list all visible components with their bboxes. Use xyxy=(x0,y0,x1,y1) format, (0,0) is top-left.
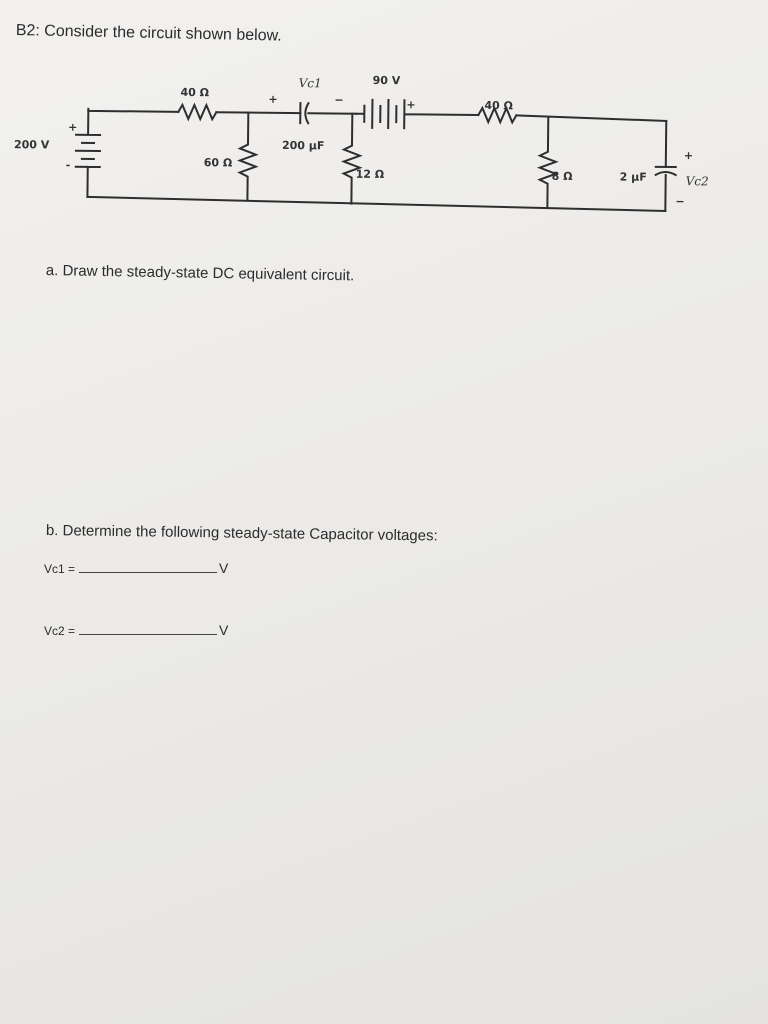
label-r5: 8 Ω xyxy=(551,169,573,183)
label-c2: 2 μF xyxy=(619,170,647,184)
vc1-answer-blank[interactable] xyxy=(79,572,217,573)
part-a-prompt: a. Draw the steady-state DC equivalent circuit. xyxy=(45,262,355,285)
part-b-prompt: b. Determine the following steady-state Capacitor voltages: xyxy=(45,522,438,545)
label-90v-plus: + xyxy=(406,98,416,112)
label-vc1-minus: − xyxy=(334,93,344,107)
resistor-12 xyxy=(343,114,360,204)
resistor-8 xyxy=(539,118,556,208)
vc1-answer-label: Vc1 = xyxy=(44,562,76,576)
label-200v-plus: + xyxy=(68,120,78,134)
label-90v: 90 V xyxy=(372,73,401,88)
label-r1: 40 Ω xyxy=(180,85,210,100)
wire-top-left xyxy=(88,109,178,112)
wire-top-mid2 xyxy=(308,113,356,114)
vc1-answer-row xyxy=(44,560,228,576)
wire-bottom xyxy=(87,197,665,211)
vc2-unit: V xyxy=(219,622,229,638)
label-vc1-handwritten: Vc1 xyxy=(298,76,322,91)
label-vc2-plus: + xyxy=(683,149,694,163)
battery-90v xyxy=(356,100,478,129)
label-vc1-plus: + xyxy=(268,92,278,106)
capacitor-200uf xyxy=(300,103,308,123)
label-200v-minus: - xyxy=(65,158,71,172)
wire-right-vertical xyxy=(655,121,676,211)
vc2-answer-row xyxy=(44,622,228,638)
label-vc2-handwritten: Vc2 xyxy=(685,174,709,189)
wire-top-right xyxy=(516,115,666,121)
resistor-60 xyxy=(239,112,256,200)
circuit-diagram xyxy=(0,60,768,230)
vc2-answer-label: Vc2 = xyxy=(44,624,76,638)
label-vc2-minus: − xyxy=(675,195,685,209)
label-c1: 200 μF xyxy=(281,138,325,153)
label-r3: 12 Ω xyxy=(355,167,385,182)
label-r4: 40 Ω xyxy=(484,99,513,113)
label-200v: 200 V xyxy=(13,138,50,152)
battery-200v xyxy=(75,111,100,197)
vc1-unit: V xyxy=(219,560,229,576)
vc2-answer-blank[interactable] xyxy=(79,634,217,635)
question-heading: B2: Consider the circuit shown below. xyxy=(15,22,282,45)
resistor-40-left xyxy=(178,105,216,119)
label-r2: 60 Ω xyxy=(203,156,233,170)
wire-top-mid xyxy=(216,112,300,113)
